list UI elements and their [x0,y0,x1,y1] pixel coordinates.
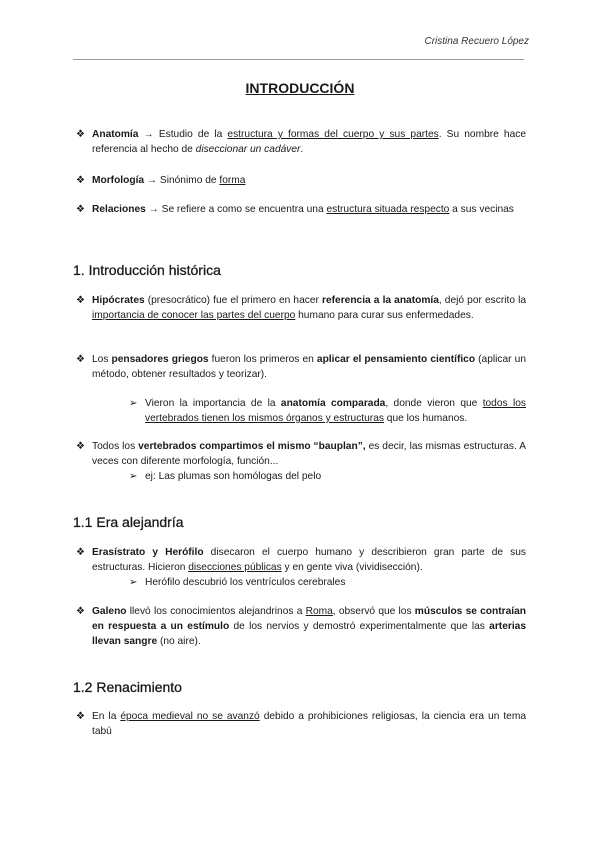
bullet-erasistrato: ❖ Erasístrato y Herófilo disecaron el cuerpo humano y describieron gran parte de sus estructuras. Hicieron disecciones públicas y en gente viva (vividisección). [76,547,526,573]
author-header: Cristina Recuero López [424,36,529,47]
bullet-hipocrates: ❖ Hipócrates (presocrático) fue el primero en hacer referencia a la anatomía, dejó por escrito la importancia de conocer las partes del cuerpo humano para curar sus enfermedades. [76,295,527,321]
bullet-marker-icon: ❖ [76,441,85,452]
section-heading-alejandria: 1.1 Era alejandría [73,514,184,530]
bullet-marker-icon: ❖ [76,547,85,558]
bullet-marker-icon: ❖ [76,129,85,140]
bullet-morfologia: ❖ Morfología → Sinónimo de forma [76,175,246,186]
bullet-relaciones: ❖ Relaciones → Se refiere a como se encuentra una estructura situada respecto a sus vecinas [76,204,514,215]
bullet-medieval: ❖ En la época medieval no se avanzó debido a prohibiciones religiosas, la ciencia era un tema tabú [76,711,526,737]
bullet-galeno: ❖ Galeno llevó los conocimientos alejandrinos a Roma, observó que los músculos se contraían en respuesta a un estímulo de los nervios y demostró experimentalmente que las arterias llevan sangre (no aire). [76,606,526,647]
bullet-marker-icon: ❖ [76,204,85,215]
sub-bullet-comparada: ➢ Vieron la importancia de la anatomía comparada, donde vieron que todos los vertebrados tienen los mismos órganos y estructuras que los humanos. [129,398,526,424]
sub-bullet-plumas: ➢ ej: Las plumas son homólogas del pelo [129,471,322,482]
section-heading-renacimiento: 1.2 Renacimiento [73,679,182,695]
arrow-marker-icon: ➢ [129,398,138,409]
sub-bullet-herofilo: ➢ Herófilo descubrió los ventrículos cerebrales [129,577,346,588]
bullet-marker-icon: ❖ [76,175,85,186]
bullet-griegos: ❖ Los pensadores griegos fueron los primeros en aplicar el pensamiento científico (aplicar un método, obtener resultados y teorizar). [76,354,526,380]
arrow-marker-icon: ➢ [129,471,138,482]
page-title: INTRODUCCIÓN [245,80,355,96]
header-divider [73,59,524,60]
bullet-marker-icon: ❖ [76,606,85,617]
bullet-anatomia: ❖ Anatomía → Estudio de la estructura y formas del cuerpo y sus partes. Su nombre hace referencia al hecho de diseccionar un cadáver. [76,129,526,155]
bullet-marker-icon: ❖ [76,711,85,722]
bullet-marker-icon: ❖ [76,354,85,365]
arrow-marker-icon: ➢ [129,577,138,588]
bullet-bauplan: ❖ Todos los vertebrados compartimos el mismo “bauplan”, es decir, las mismas estructuras. A veces con diferente morfología, función... [76,441,527,467]
section-heading-historica: 1. Introducción histórica [73,262,221,278]
bullet-marker-icon: ❖ [76,295,85,306]
